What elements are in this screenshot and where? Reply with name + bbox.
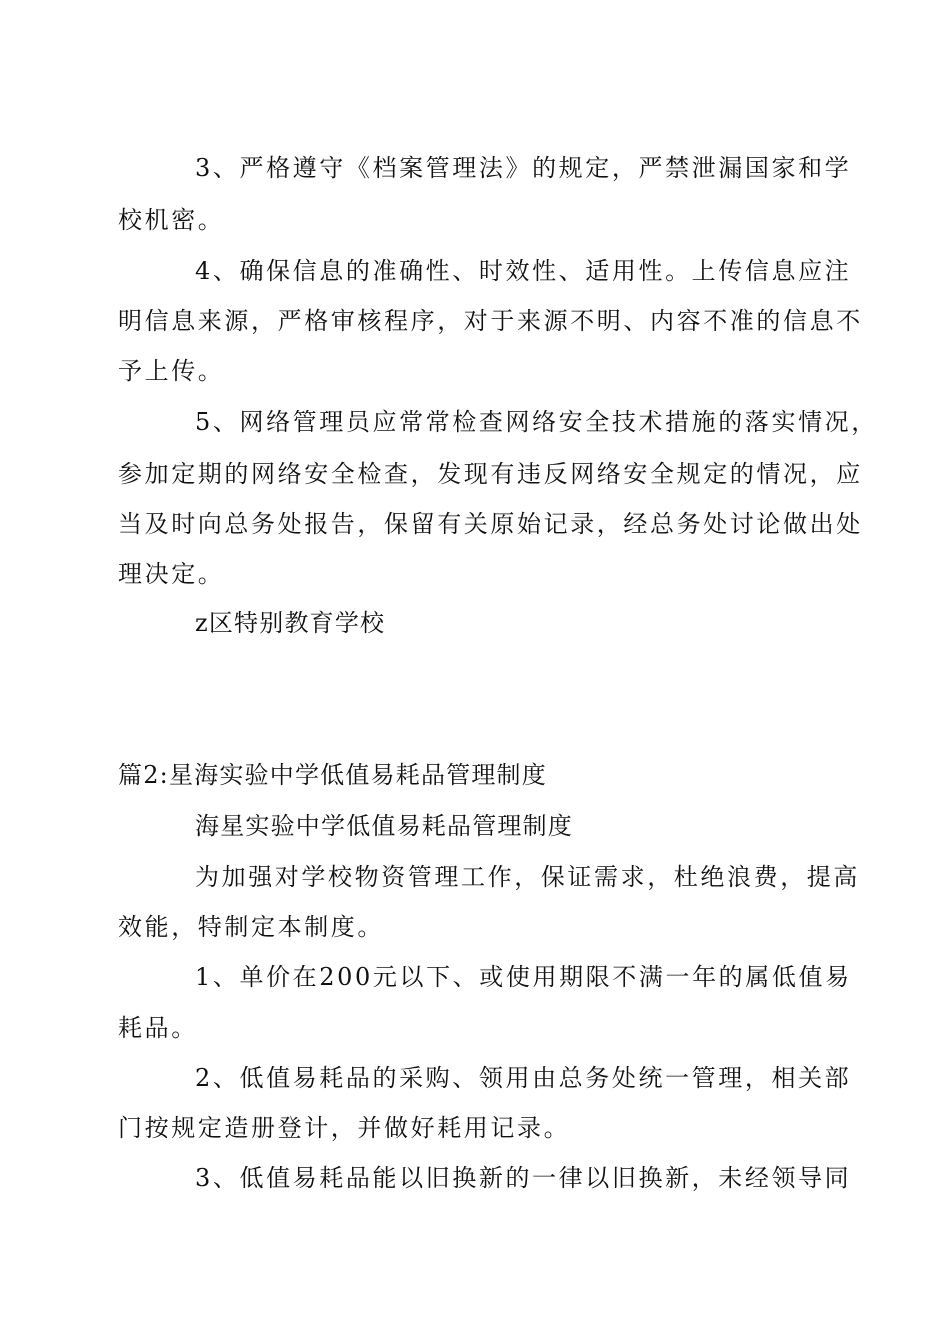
paragraph-line: 予上传。 xyxy=(118,357,225,385)
paragraph-line: 校机密。 xyxy=(118,206,225,234)
paragraph-line: 门按规定造册登计，并做好耗用记录。 xyxy=(118,1114,571,1142)
paragraph-line: 1、单价在200元以下、或使用期限不满一年的属低值易 xyxy=(195,963,852,991)
paragraph-line: 为加强对学校物资管理工作，保证需求，杜绝浪费，提高 xyxy=(195,863,860,891)
paragraph-line: 理决定。 xyxy=(118,560,225,588)
paragraph-line: 效能，特制定本制度。 xyxy=(118,913,384,941)
paragraph-line: 耗品。 xyxy=(118,1014,198,1042)
paragraph-line: 3、低值易耗品能以旧换新的一律以旧换新，未经领导同 xyxy=(195,1164,852,1192)
paragraph-line: 明信息来源，严格审核程序，对于来源不明、内容不准的信息不 xyxy=(118,307,863,335)
paragraph-line: 3、严格遵守《档案管理法》的规定，严禁泄漏国家和学 xyxy=(195,154,852,182)
document-title: 海星实验中学低值易耗品管理制度 xyxy=(195,812,573,840)
paragraph-line: 参加定期的网络安全检查，发现有违反网络安全规定的情况，应 xyxy=(118,460,863,488)
paragraph-line: 当及时向总务处报告，保留有关原始记录，经总务处讨论做出处 xyxy=(118,510,863,538)
signature-line: z区特别教育学校 xyxy=(195,609,386,637)
paragraph-line: 2、低值易耗品的采购、领用由总务处统一管理，相关部 xyxy=(195,1064,852,1092)
paragraph-line: 4、确保信息的准确性、时效性、适用性。上传信息应注 xyxy=(195,257,852,285)
section-title: 篇2:星海实验中学低值易耗品管理制度 xyxy=(118,761,547,789)
paragraph-line: 5、网络管理员应常常检查网络安全技术措施的落实情况， xyxy=(195,408,878,436)
